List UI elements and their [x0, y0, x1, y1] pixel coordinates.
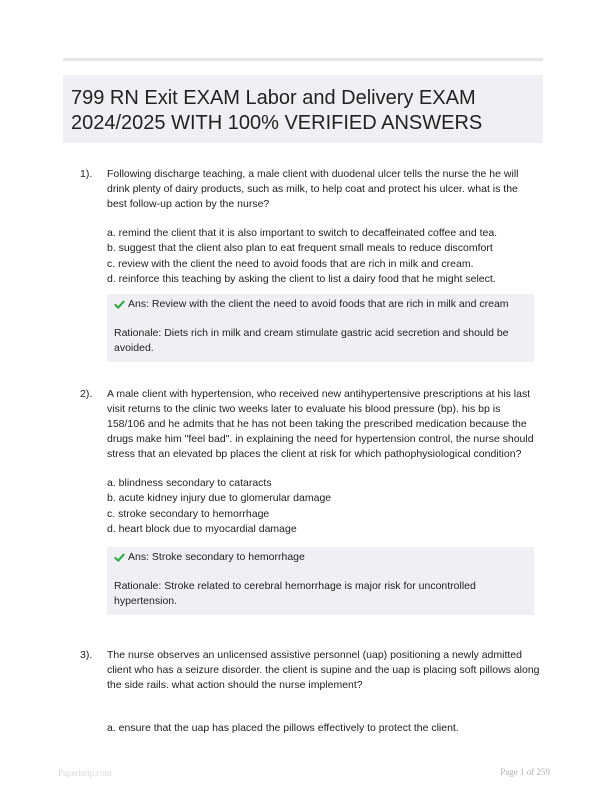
- options-list: [107, 476, 540, 537]
- question-body: [107, 167, 540, 362]
- answer-box: [107, 294, 534, 362]
- footer-watermark: Paperhelp.com: [58, 768, 112, 778]
- answer-text: Ans: Stroke secondary to hemorrhage: [128, 551, 305, 564]
- options-list: [107, 721, 540, 736]
- rationale-text: Rationale: Diets rich in milk and cream stimulate gastric acid secretion and should be avoided.: [114, 327, 509, 355]
- option-b: b. acute kidney injury due to glomerular damage: [107, 492, 332, 505]
- question-number: 3).: [80, 649, 93, 661]
- question-body: [107, 648, 540, 736]
- option-c: c. stroke secondary to hemorrhage: [107, 507, 270, 520]
- option-c: c. review with the client the need to avoid foods that are rich in milk and cream.: [107, 257, 474, 270]
- option-a: a. ensure that the uap has placed the pillows effectively to protect the client.: [107, 722, 459, 734]
- option-d: d. reinforce this teaching by asking the client to list a dairy food that he might select.: [107, 272, 496, 285]
- question-body: [107, 387, 540, 615]
- option-b: b. suggest that the client also plan to eat frequent small meals to reduce discomfort: [107, 242, 493, 255]
- page-number: Page 1 of 259: [500, 767, 550, 777]
- header-divider: [63, 58, 543, 61]
- question-stem: Following discharge teaching, a male client with duodenal ulcer tells the nurse the he will drink plenty of dairy products, such as milk, to help coat and protect his ulcer. what is the best follow-up action by the nurse?: [107, 168, 519, 210]
- option-a: a. remind the client that it is also important to switch to decaffeinated coffee and tea.: [107, 227, 498, 239]
- title-banner: [63, 75, 543, 143]
- question-stem: A male client with hypertension, who received new antihypertensive prescriptions at his last visit returns to the clinic two weeks later to evaluate his blood pressure (bp). his bp is 158/106 and he admits that he has not been taking the prescribed medication because the drugs make him "feel bad". in explaining the need for hypertension control, the nurse should stress that an elevated bp places the client at risk for which pathophysiological condition?: [107, 388, 534, 460]
- option-d: d. heart block due to myocardial damage: [107, 522, 297, 535]
- rationale-text: Rationale: Stroke related to cerebral hemorrhage is major risk for uncontrolled hypertension.: [114, 580, 476, 608]
- answer-box: [107, 547, 534, 615]
- question-number: 1).: [80, 168, 93, 180]
- question-stem: The nurse observes an unlicensed assistive personnel (uap) positioning a newly admitted client who has a seizure disorder. the client is supine and the uap is placing soft pillows along the side rails. what action should the nurse implement?: [107, 649, 540, 691]
- answer-line: [114, 297, 527, 312]
- option-a: a. blindness secondary to cataracts: [107, 477, 272, 489]
- question-number: 2).: [80, 388, 93, 400]
- options-list: [107, 226, 540, 287]
- answer-line: [114, 550, 527, 565]
- document-title: 799 RN Exit EXAM Labor and Delivery EXAM 2024/2025 WITH 100% VERIFIED ANSWERS: [71, 87, 483, 134]
- check-icon: [114, 299, 125, 310]
- check-icon: [114, 552, 125, 563]
- answer-text: Ans: Review with the client the need to avoid foods that are rich in milk and cream: [128, 298, 509, 311]
